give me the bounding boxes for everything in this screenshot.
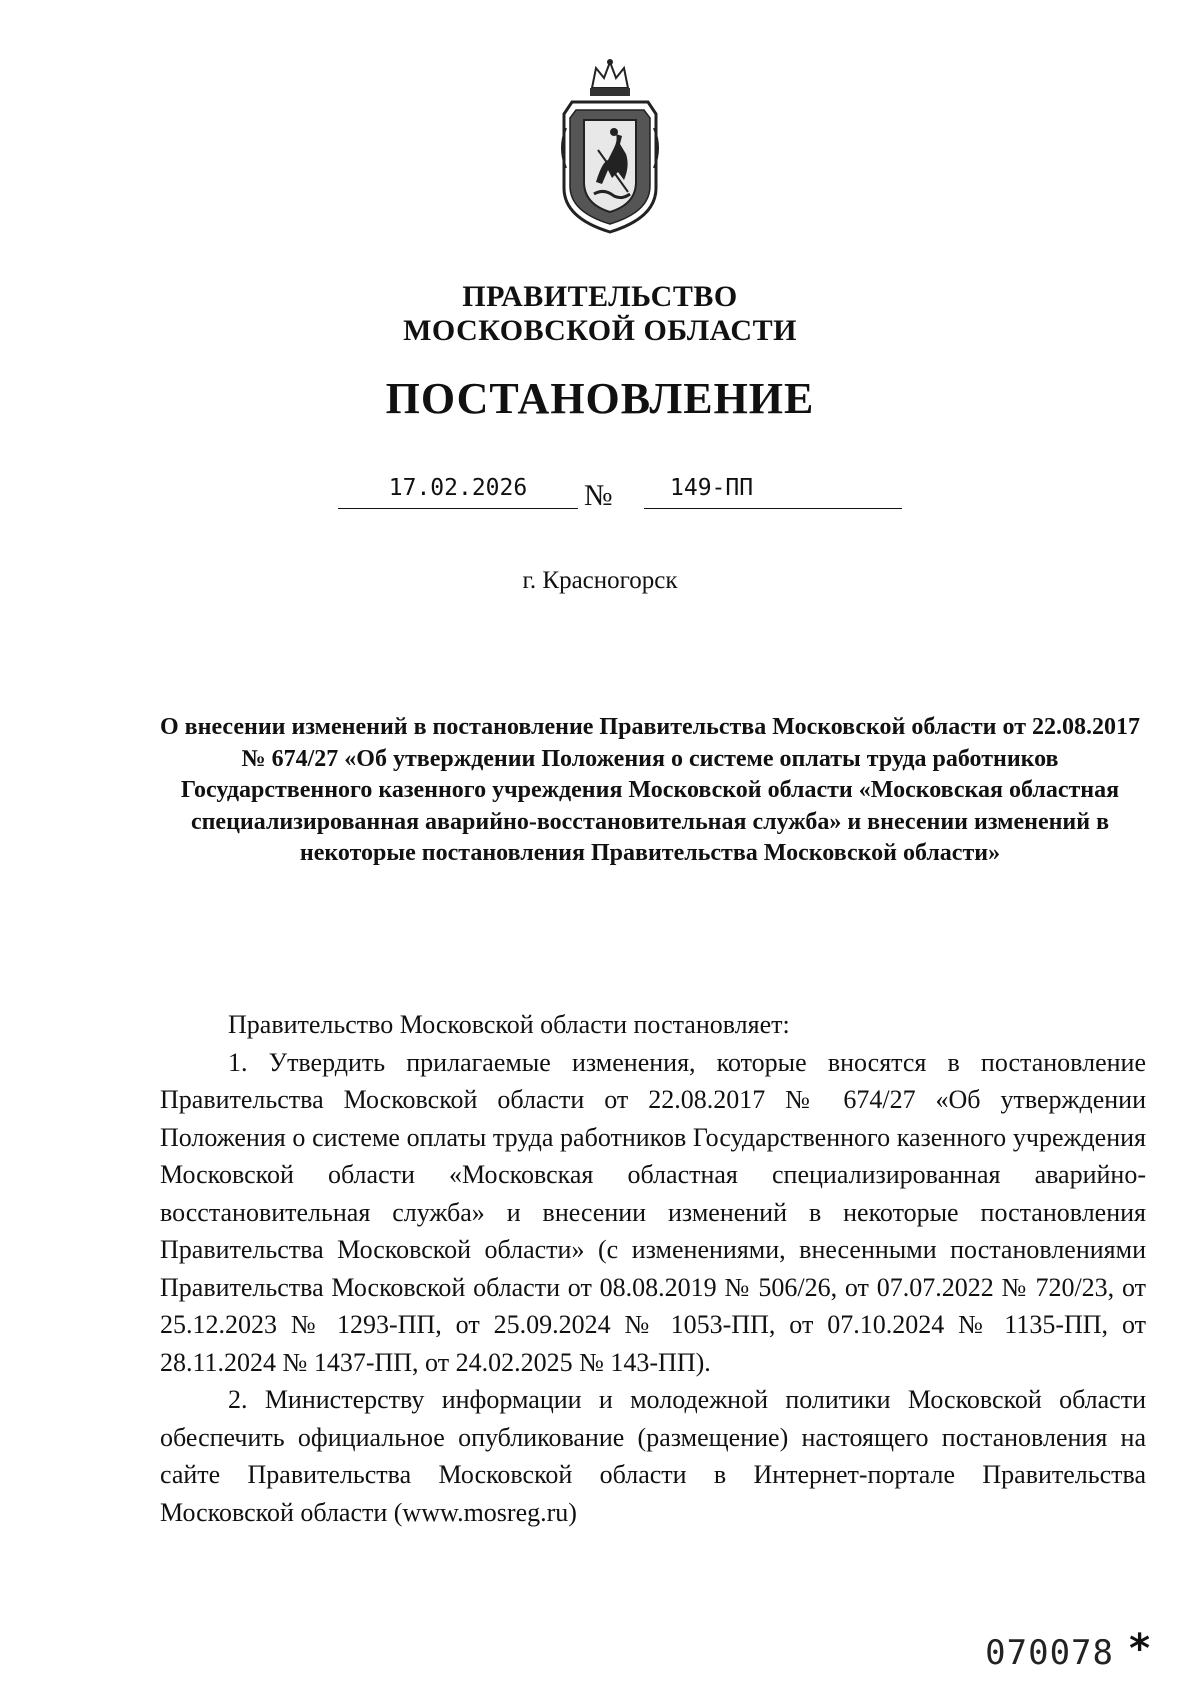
body-item-2: 2. Министерству информации и молодежной политики Московской области обеспечить официальное опубликование (размещение) настоящего постановления на сайте Правительства Московской области в Интернет-портале Правительства Московской области (www.mosreg.ru) [160, 1385, 1146, 1527]
body-item-1: 1. Утвердить прилагаемые изменения, которые вносятся в постановление Правительства Московской области от 22.08.2017 № 674/27 «Об утверждении Положения о системе оплаты труда работников Государственного казенного учреждения Московской области «Московская областная специализированная аварийно-восстановительная служба» и внесении изменений в некоторые постановления Правительства Московской области» (с изменениями, внесенными постановлениями Правительства Московской области от 08.08.2019 № 506/26, от 07.07.2022 № 720/23, от 25.12.2023 № 1293-ПП, от 25.09.2024 № 1053-ПП, от 07.10.2024 № 1135-ПП, от 28.11.2024 № 1437-ПП, от 24.02.2025 № 143-ПП). [160, 1047, 1146, 1377]
document-number [644, 474, 902, 509]
organization-name-line2: МОСКОВСКОЙ ОБЛАСТИ [403, 314, 797, 347]
document-type: ПОСТАНОВЛЕНИЕ [385, 374, 815, 423]
coat-of-arms-icon [552, 58, 668, 236]
organization-name-line1: ПРАВИТЕЛЬСТВО [462, 280, 738, 313]
stamp-asterisk: * [1129, 1626, 1150, 1672]
body-preamble: Правительство Московской области постановляет: [228, 1010, 790, 1039]
number-sign: № [584, 479, 613, 512]
document-city: г. Красногорск [522, 567, 678, 594]
document-date [338, 474, 578, 509]
document-number-value: 149-ПП [670, 475, 754, 501]
document-body [160, 1006, 1146, 1531]
document-title: О внесении изменений в постановление Правительства Московской области от 22.08.2017 № 674/27 «Об утверждении Положения о системе оплаты труда работников Государственного казенного учреждения Московской области «Московская областная специализированная аварийно-восстановительная служба» и внесении изменений в некоторые постановления Правительства Московской области» [160, 714, 1140, 866]
serial-stamp: 070078 [985, 1633, 1114, 1673]
document-date-value: 17.02.2026 [388, 475, 528, 501]
